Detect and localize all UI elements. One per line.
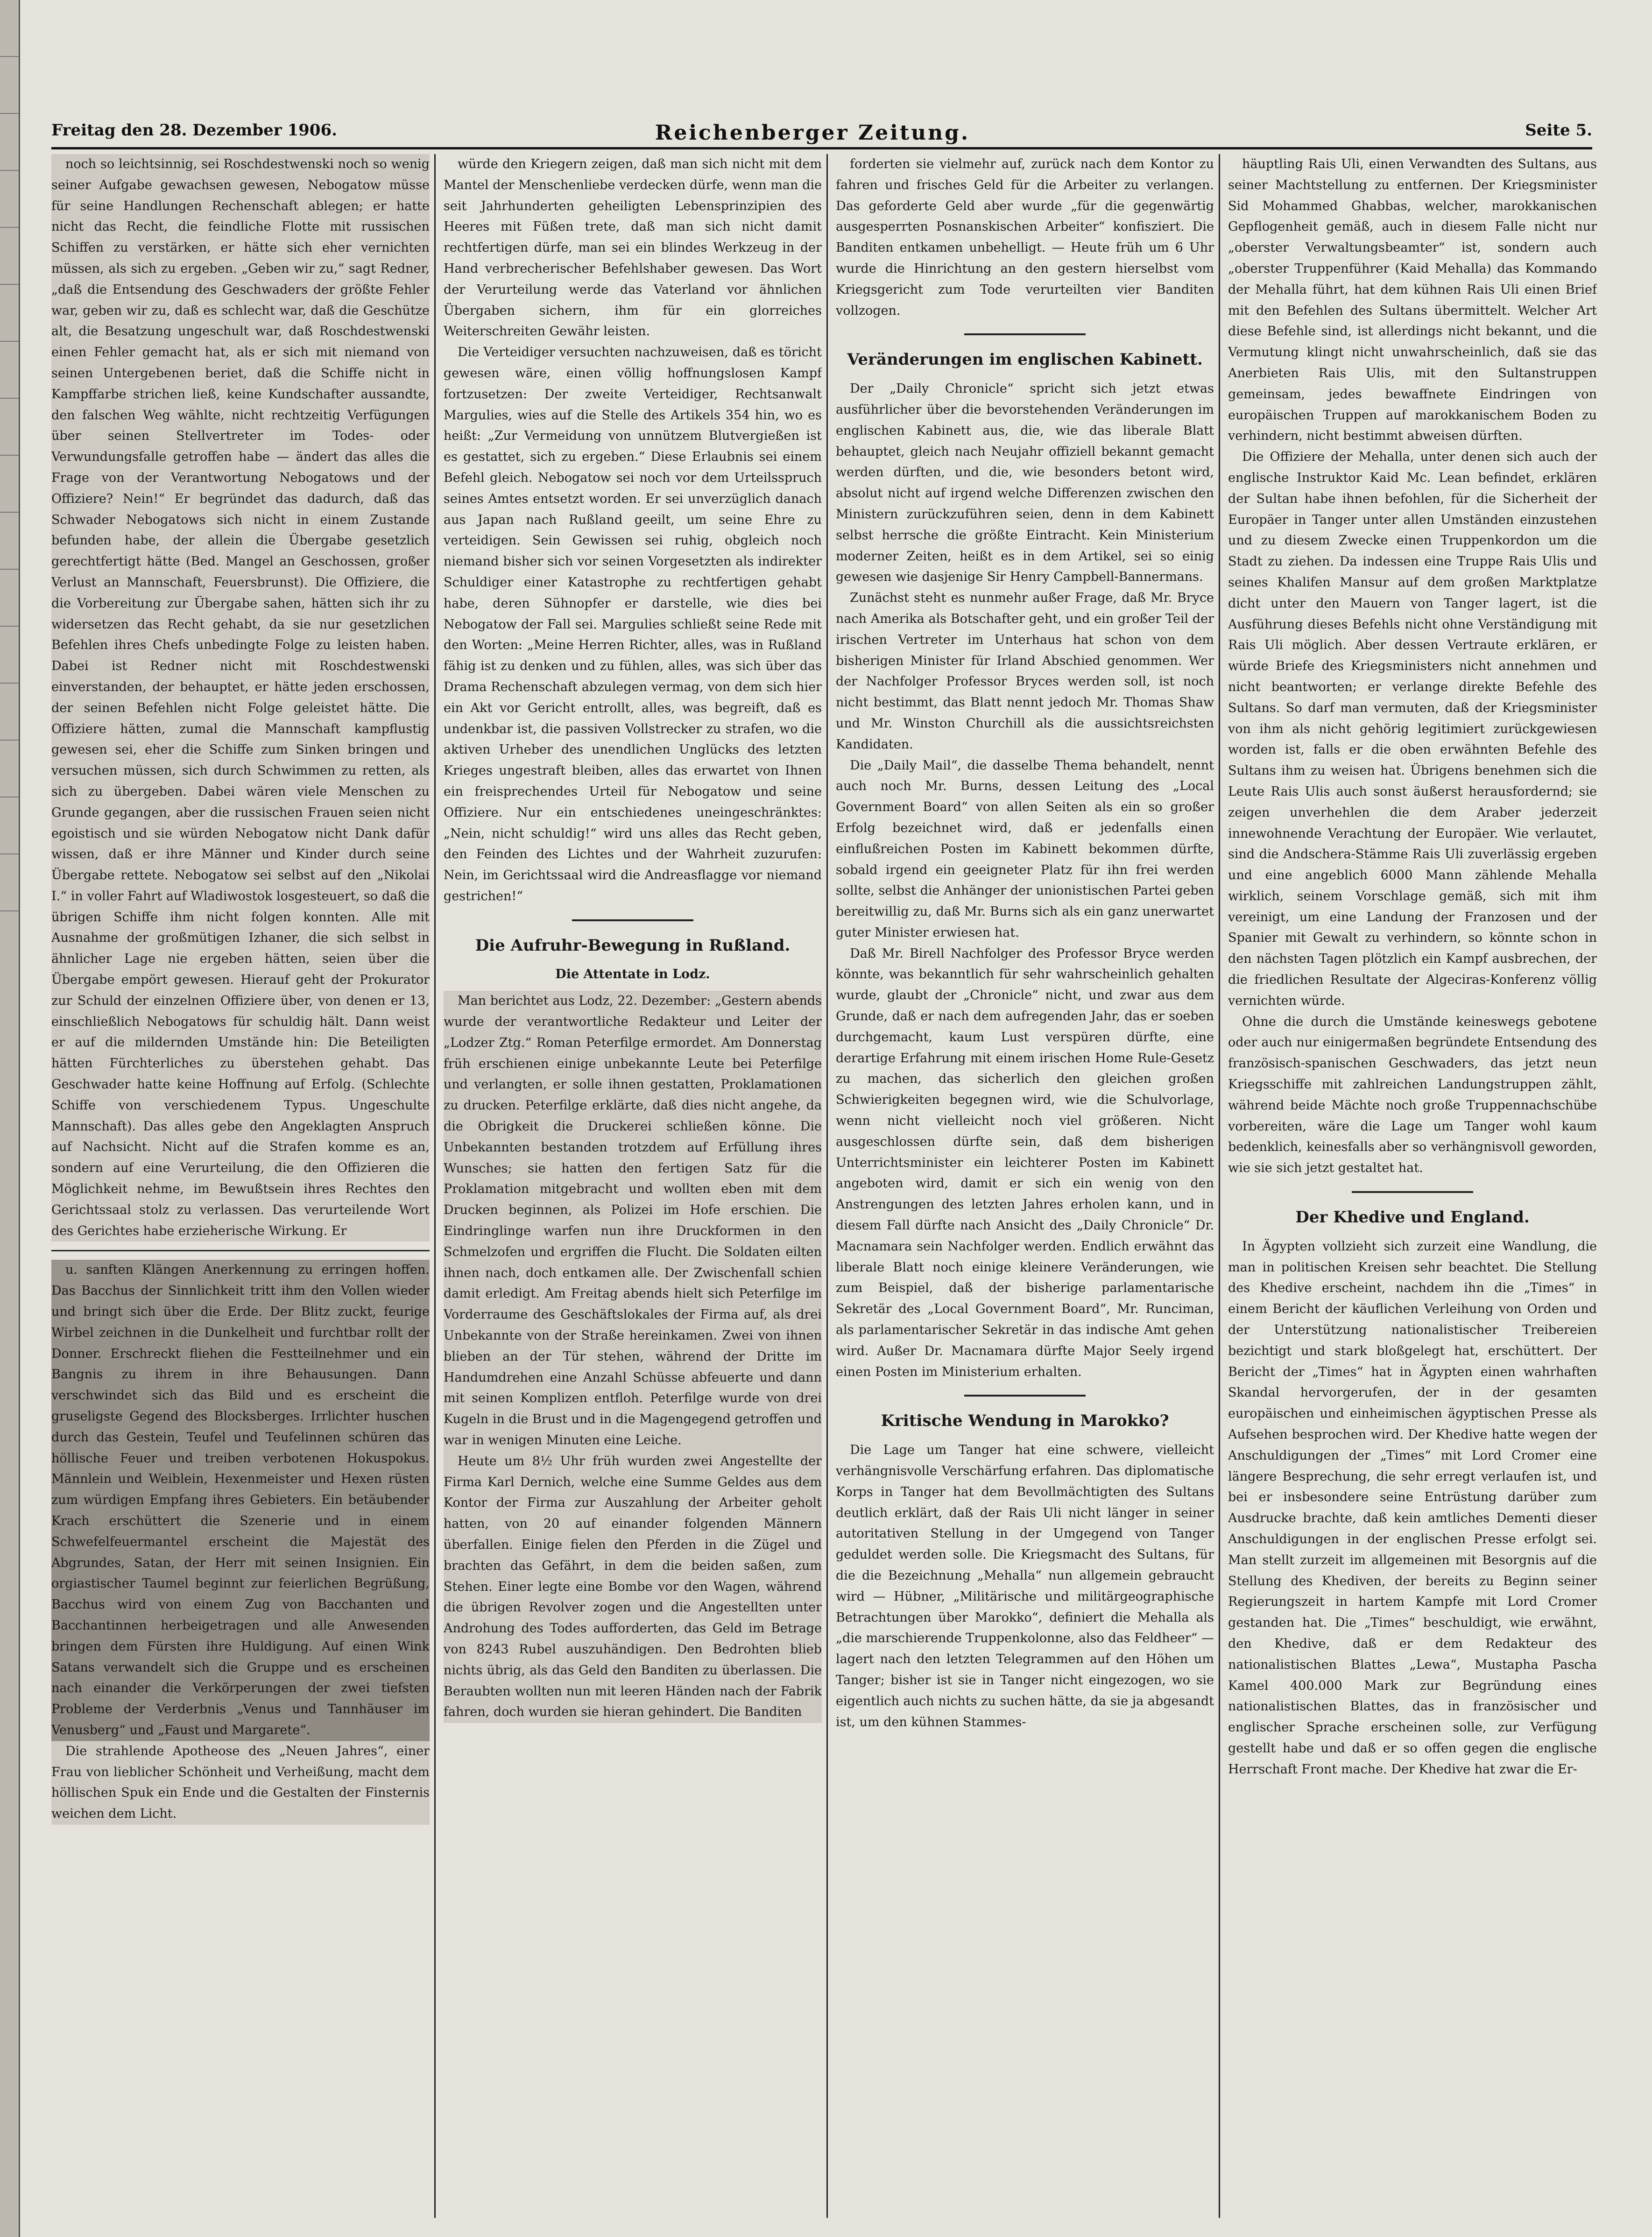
article-paragraph: Die strahlende Apotheose des „Neuen Jahres“, einer Frau von lieblicher Schönheit und Verheißung, macht dem höllischen Spuk ein Ende und die Gestalten der Finsternis weichen dem Licht.	[51, 1741, 430, 1825]
section-divider	[51, 1250, 430, 1251]
newspaper-title: Reichenberger Zeitung.	[655, 121, 970, 145]
column-rule	[434, 154, 436, 2218]
article-paragraph: Ohne die durch die Umstände keineswegs gebotene oder auch nur einigermaßen begründete Entsendung des französisch-spanischen Geschwaders, das jetzt neun Kriegsschiffe mit zahlreichen Landungstruppen zählt, während beide Mächte noch große Truppennachschübe vorbereiten, wäre die Lage um Tanger wohl kaum bedenklich, keinesfalls aber so verhängnisvoll geworden, wie sie sich jetzt gestaltet hat.	[1228, 1014, 1597, 1176]
article-paragraph: Der „Daily Chronicle“ spricht sich jetzt etwas ausführlicher über die bevorstehenden Veränderungen im englischen Kabinett aus, die, wie das liberale Blatt behauptet, gleich nach Neujahr offiziell bekannt gemacht werden dürften, und die, wie besonders betont wird, absolut nicht auf irgend welche Differenzen zwischen den Ministern zurückzuführen seien, denn in dem Kabinett selbst herrsche die größte Eintracht. Kein Ministerium moderner Zeiten, heißt es in dem Artikel, sei so einig gewesen wie dasjenige Sir Henry Campbell-Bannermans.	[836, 381, 1214, 585]
article-heading: Veränderungen im englischen Kabinett.	[847, 350, 1203, 369]
section-divider	[964, 1395, 1086, 1397]
column-rule	[1219, 154, 1220, 2218]
column-3	[836, 154, 1214, 2218]
article-subheading: Die Attentate in Lodz.	[555, 967, 710, 982]
section-divider	[1352, 1191, 1473, 1193]
article-paragraph: Zunächst steht es nunmehr außer Frage, daß Mr. Bryce nach Amerika als Botschafter geht, und ein großer Teil der irischen Vertreter im Unterhaus hat schon von dem bisherigen Minister für Irland Abschied genommen. Wer der Nachfolger Professor Bryces werden soll, ist noch nicht bestimmt, das Blatt nennt jedoch Mr. Thomas Shaw und Mr. Winston Churchill als die aussichtsreichsten Kandidaten.	[836, 591, 1214, 752]
article-heading: Die Aufruhr-Bewegung in Rußland.	[475, 936, 791, 955]
article-paragraph: Die Lage um Tanger hat eine schwere, vielleicht verhängnisvolle Verschärfung erfahren. Das diplomatische Korps in Tanger hat dem Bevollmächtigten des Sultans deutlich erklärt, daß der Rais Uli nicht länger in seiner autoritativen Stellung in der Umgegend von Tanger geduldet werden solle. Die Kriegsmacht des Sultans, für die die Bezeichnung „Mehalla“ nun allgemein gebraucht wird — Hübner, „Militärische und militärgeographische Betrachtungen über Marokko“, definiert die Mehalla als „die marschierende Truppenkolonne, also das Feldheer“ — lagert nach den letzten Telegrammen auf den Höhen um Tanger; bisher ist sie in Tanger nicht eingezogen, wo sie eigentlich auch nichts zu suchen hätte, da sie ja abgesandt ist, um den kühnen Stammes-	[836, 1443, 1214, 1729]
adjacent-page-edge	[0, 0, 20, 2237]
column-4	[1228, 154, 1597, 2218]
article-paragraph: würde den Kriegern zeigen, daß man sich nicht mit dem Mantel der Menschenliebe verdecken dürfe, wenn man die seit Jahrhunderten geheiligten Lebensprinzipien des Heeres mit Füßen trete, daß man sich nicht damit rechtfertigen dürfe, man sei ein blindes Werkzeug in der Hand verbrecherischer Befehlshaber gewesen. Das Wort der Verurteilung werde das Vaterland vor ähnlichen Übergaben sichern, ihm für ein glorreiches Weiterschreiten Gewähr leisten.	[444, 157, 822, 339]
article-paragraph: Heute um 8½ Uhr früh wurden zwei Angestellte der Firma Karl Dernich, welche eine Summe Geldes aus dem Kontor der Firma zur Auszahlung der Arbeiter geholt hatten, von 20 auf einander folgenden Männern überfallen. Einige fielen den Pferden in die Zügel und brachten das Gefährt, in dem die beiden saßen, zum Stehen. Einer legte eine Bombe vor den Wagen, während die übrigen Revolver zogen und die Angestellten unter Androhung des Todes aufforderten, das Geld im Betrage von 8243 Rubel auszuhändigen. Den Bedrohten blieb nichts übrig, als das Geld den Banditen zu überlassen. Die Beraubten wollten nun mit leeren Händen nach der Fabrik fahren, doch wurden sie hieran gehindert. Die Banditen	[444, 1451, 822, 1723]
section-divider	[572, 919, 693, 921]
column-2	[444, 154, 822, 2218]
article-paragraph: In Ägypten vollzieht sich zurzeit eine Wandlung, die man in politischen Kreisen sehr beachtet. Die Stellung des Khedive erscheint, nachdem ihn die „Times“ in einem Bericht der käuflichen Verleihung von Orden und der Unterstützung nationalistischer Treibereien bezichtigt und stark bloßgelegt hat, erschüttert. Der Bericht der „Times“ hat in Ägypten einen wahrhaften Skandal hervorgerufen, der in der gesamten europäischen und einheimischen ägyptischen Presse als Aufsehen besprochen wird. Der Khedive hatte wegen der Anschuldigungen der „Times“ mit Lord Cromer eine längere Besprechung, die sehr erregt verlaufen ist, und bei er insbesondere seine Entrüstung darüber zum Ausdrucke brachte, daß kein amtliches Dementi dieser Anschuldigungen in der englischen Presse erfolgt sei. Man stellt zurzeit im allgemeinen mit Besorgnis auf die Stellung des Khediven, der bereits zu Beginn seiner Regierungszeit in hartem Kampfe mit Lord Cromer gestanden hat. Die „Times“ beschuldigt, wie erwähnt, den Khedive, daß er dem Redakteur des nationalistischen Blattes „Lewa“, Mustapha Pascha Kamel 400.000 Mark zur Begründung eines nationalistischen Blattes, das in französischer und englischer Sprache erscheinen solle, zur Verfügung gestellt habe und daß er so offen gegen die englische Herrschaft Front mache. Der Khedive hat zwar die Er-	[1228, 1239, 1597, 1777]
article-paragraph: Man berichtet aus Lodz, 22. Dezember: „Gestern abends wurde der verantwortliche Redakteur und Leiter der „Lodzer Ztg.“ Roman Peterfilge ermordet. Am Donnerstag früh erschienen einige unbekannte Leute bei Peterfilge und verlangten, er solle ihnen gestatten, Proklamationen zu drucken. Peterfilge erklärte, daß dies nicht angehe, da die Obrigkeit die Druckerei schließen könne. Die Unbekannten bestanden trotzdem auf Erfüllung ihres Wunsches; sie hatten den fertigen Satz für die Proklamation mitgebracht und wollten eben mit dem Drucken beginnen, als Polizei im Hofe erschien. Die Eindringlinge warfen nun ihre Druckformen in den Schmelzofen und ergriffen die Flucht. Die Soldaten eilten ihnen nach, doch entkamen alle. Der Zwischenfall schien damit erledigt. Am Freitag abends hielt sich Peterfilge im Vorderraume des Geschäftslokales der Firma auf, als drei Unbekannte von der Straße hereinkamen. Zwei von ihnen blieben an der Tür stehen, während der Dritte im Handumdrehen eine Anzahl Schüsse abfeuerte und dann mit seinen Komplizen entfloh. Peterfilge wurde von drei Kugeln in die Brust und in die Magengegend getroffen und war in wenigen Minuten eine Leiche.	[444, 991, 822, 1451]
article-paragraph: u. sanften Klängen Anerkennung zu erringen hoffen. Das Bacchus der Sinnlichkeit tritt ihm den Vollen wieder und bringt sich über die Erde. Der Blitz zuckt, feurige Wirbel zeichnen in die Dunkelheit und furchtbar rollt der Donner. Erschreckt fliehen die Festteilnehmer und ein Bangnis zu ihrem in ihre Behausungen. Dann verschwindet sich das Bild und es erscheint die gruseligste Gegend des Blocksberges. Irrlichter huschen durch das Gestein, Teufel und Teufelinnen schüren das höllische Feuer und treiben verbotenen Hokuspokus. Männlein und Weiblein, Hexenmeister und Hexen rüsten zum würdigen Empfang ihres Gebieters. Ein betäubender Krach erschüttert die Szenerie und in einem Schwefelfeuermantel erscheint die Majestät des Abgrundes, Satan, der Herr mit seinen Insignien. Ein orgiastischer Taumel beginnt zur feierlichen Begrüßung, Bacchus wird von einem Zug von Bacchanten und Bacchantinnen herbeigetragen und alle Anwesenden bringen dem Fürsten ihre Huldigung. Auf einen Wink Satans verwandelt sich die Gruppe und es erscheinen nach einander die Verkörperungen der zwei tiefsten Probleme der Verderbnis „Venus und Tannhäuser im Venusberg“ und „Faust und Margarete“.	[51, 1260, 430, 1741]
article-paragraph: häuptling Rais Uli, einen Verwandten des Sultans, aus seiner Machtstellung zu entfernen. Der Kriegsminister Sid Mohammed Ghabbas, welcher, marokkanischen Gepflogenheit gemäß, auch in diesem Falle nicht nur „oberster Verwaltungsbeamter“ ist, sondern auch „oberster Truppenführer (Kaid Mehalla) das Kommando der Mehalla führt, hat dem kühnen Rais Uli einen Brief mit den Befehlen des Sultans übermittelt. Welcher Art diese Befehle sind, ist allerdings nicht bekannt, und die Vermutung klingt nicht unwahrscheinlich, daß sie das Anerbieten Rais Ulis, mit den Sultanstruppen gemeinsam, jedes bewaffnete Eindringen von europäischen Truppen auf marokkanischem Boden zu verhindern, nicht bestimmt abweisen dürften.	[1228, 157, 1597, 444]
article-paragraph: noch so leichtsinnig, sei Roschdestwenski noch so wenig seiner Aufgabe gewachsen gewesen, Nebogatow müsse für seine Handlungen Rechenschaft ablegen; er hatte nicht das Recht, die feindliche Flotte mit russischen Schiffen zu verstärken, er hätte sich eher vernichten müssen, als sich zu ergeben. „Geben wir zu,“ sagt Redner, „daß die Entsendung des Geschwaders der größte Fehler war, geben wir zu, daß es schlecht war, daß die Geschütze alt, die Besatzung ungeschult war, daß Roschdestwenski einen Fehler gemacht hat, als er sich mit niemand von seinen Untergebenen beriet, daß die Schiffe nicht in Kampffarbe strichen ließ, keine Kundschafter aussandte, den falschen Weg wählte, nicht rechtzeitig Verfügungen über seinen Stellvertreter im Todes- oder Verwundungsfalle getroffen habe — ändert das alles die Frage von der Verantwortung Nebogatows und der Offiziere? Nein!“ Er begründet das dadurch, daß das Schwader Nebogatows sich nicht in einem Zustande befunden habe, der allein die Übergabe gesetzlich gerechtfertigt hätte (Bed. Mangel an Geschossen, großer Verlust an Mannschaft, Feuersbrunst). Die Offiziere, die die Vorbereitung zur Übergabe sahen, hätten sich ihr zu widersetzen das Recht gehabt, da sie nur gesetzlichen Befehlen ihres Chefs unbedingte Folge zu leisten haben. Dabei ist Redner nicht mit Roschdestwenski einverstanden, der behauptet, er hätte jeden erschossen, der seinen Befehlen nicht Folge geleistet hätte. Die Offiziere hätten, zumal die Mannschaft kampflustig gewesen sei, eher die Schiffe zum Sinken bringen und versuchen müssen, sich durch Schwimmen zu retten, als sich zu übergeben. Dabei wären viele Menschen zu Grunde gegangen, aber die russischen Frauen seien nicht egoistisch und sie würden Nebogatow nicht Dank dafür wissen, daß er ihre Männer und Kinder durch seine Übergabe rettete. Nebogatow sei selbst auf den „Nikolai I.“ in voller Fahrt auf Wladiwostok losgesteuert, so daß die übrigen Schiffe ihm nicht folgen konnten. Alle mit Ausnahme der großmütigen Izhaner, die sich selbst in ähnlicher Lage nie ergeben hätten, seien über die Übergabe empört gewesen. Hierauf geht der Prokurator zur Schuld der einzelnen Offiziere über, von denen er 13, einschließlich Nebogatows für schuldig hält. Dann weist er auf die mildernden Umstände hin: Die Beteiligten hätten Fürchterliches zu überstehen gehabt. Das Geschwader hatte keine Hoffnung auf Erfolg. (Schlechte Schiffe von verschiedenem Typus. Ungeschulte Mannschaft). Das alles gebe den Angeklagten Anspruch auf Nachsicht. Nicht auf die Strafen komme es an, sondern auf eine Verurteilung, die den Offizieren die Möglichkeit nehme, im Bewußtsein ihres Rechtes den Gerichtssaal stolz zu verlassen. Das verurteilende Wort des Gerichtes habe erzieherische Wirkung. Er	[51, 154, 430, 1242]
article-paragraph: Die Offiziere der Mehalla, unter denen sich auch der englische Instruktor Kaid Mc. Lean befindet, erklären der Sultan habe ihnen befohlen, für die Sicherheit der Europäer in Tanger unter allen Umständen einzustehen und zu diesem Zwecke einen Truppenkordon um die Stadt zu ziehen. Da indessen eine Truppe Rais Ulis und seines Khalifen Mansur auf dem großen Marktplatze dicht unter den Mauern von Tanger lagert, ist die Ausführung dieses Befehls nicht ohne Verständigung mit Rais Uli möglich. Aber dessen Vertraute erklären, er würde Briefe des Kriegsministers nicht annehmen und nicht beantworten; er verlange direkte Befehle des Sultans. So darf man vermuten, daß der Kriegsminister von ihm als nicht gehörig legitimiert zurückgewiesen worden ist, falls er die oben erwähnten Befehle des Sultans ihm zu weisen hat. Übrigens benehmen sich die Leute Rais Ulis auch sonst äußerst herausfordernd; sie zeigen unverhehlen die dem Araber jederzeit innewohnende Verachtung der Europäer. Wie verlautet, sind die Andschera-Stämme Rais Uli zuverlässig ergeben und eine angeblich 6000 Mann zählende Mehalla wirklich, seinem Vorschlage gemäß, sich mit ihm vereinigt, um eine Landung der Franzosen und der Spanier mit Gewalt zu verhindern, so könnte schon in den nächsten Tagen plötzlich ein Kampf ausbrechen, der die friedlichen Resultate der Algeciras-Konferenz völlig vernichten würde.	[1228, 450, 1597, 1008]
section-divider	[964, 333, 1086, 335]
column-rule	[826, 154, 828, 2218]
article-paragraph: Daß Mr. Birell Nachfolger des Professor Bryce werden könnte, was bekanntlich für sehr wahrscheinlich gehalten wurde, glaubt der „Chronicle“ nicht, und zwar aus dem Grunde, daß er nach dem aufregenden Jahr, das er soeben durchgemacht, kaum Lust verspüren dürfte, eine derartige Erfahrung mit einem irischen Home Rule-Gesetz zu machen, das sicherlich den gleichen großen Schwierigkeiten begegnen wird, wie die Schulvorlage, wenn nicht vielleicht noch viel größeren. Nicht ausgeschlossen dürfte sein, daß dem bisherigen Unterrichtsminister ein leichterer Posten im Kabinett angeboten wird, damit er sich ein wenig von den Anstrengungen des letzten Jahres erholen kann, und in diesem Fall dürfte nach Ansicht des „Daily Chronicle“ Dr. Macnamara sein Nachfolger werden. Endlich erwähnt das liberale Blatt noch einige kleinere Veränderungen, wie zum Beispiel, daß der bisherige parlamentarische Sekretär des „Local Government Board“, Mr. Runciman, als parlamentarischer Sekretär in das indische Amt gehen wird. Außer Dr. Macnamara dürfte Major Seely irgend einen Posten im Ministerium erhalten.	[836, 946, 1214, 1379]
article-paragraph: Die „Daily Mail“, die dasselbe Thema behandelt, nennt auch noch Mr. Burns, dessen Leitung des „Local Government Board“ von allen Seiten als ein so großer Erfolg bezeichnet wird, daß er jedenfalls einen einflußreichen Posten im Kabinett bekommen dürfte, sobald irgend ein geeigneter Platz für ihn frei werden sollte, selbst die Anhänger der unionistischen Partei geben bereitwillig zu, daß Mr. Burns sich als ein ganz unerwartet guter Minister erwiesen hat.	[836, 758, 1214, 940]
column-1	[51, 154, 430, 2218]
article-heading: Der Khedive und England.	[1295, 1208, 1530, 1227]
article-paragraph: forderten sie vielmehr auf, zurück nach dem Kontor zu fahren und frisches Geld für die Arbeiter zu verlangen. Das geforderte Geld aber wurde „für die gegenwärtig ausgesperrten Posnanskischen Arbeiter“ konfisziert. Die Banditen entkamen unbehelligt. — Heute früh um 6 Uhr wurde die Hinrichtung an den gestern hierselbst vom Kriegsgericht zum Tode verurteilten vier Banditen vollzogen.	[836, 157, 1214, 318]
issue-date: Freitag den 28. Dezember 1906.	[51, 121, 337, 140]
article-heading: Kritische Wendung in Marokko?	[881, 1411, 1169, 1431]
page-number: Seite 5.	[1525, 121, 1592, 140]
article-paragraph: Die Verteidiger versuchten nachzuweisen, daß es töricht gewesen wäre, einen völlig hoffnungslosen Kampf fortzusetzen: Der zweite Verteidiger, Rechtsanwalt Margulies, wies auf die Stelle des Artikels 354 hin, wo es heißt: „Zur Vermeidung von unnützem Blutvergießen ist es gestattet, sich zu ergeben.“ Diese Erlaubnis sei einem Befehl gleich. Nebogatow sei noch vor dem Urteilsspruch seines Amtes entsetzt worden. Er sei unverzüglich danach aus Japan nach Rußland geeilt, um seine Ehre zu verteidigen. Sein Gewissen sei ruhig, obgleich noch niemand bisher sich vor seinen Vorgesetzten als indirekter Schuldiger einer Katastrophe zu rechtfertigen gehabt habe, deren Sühnopfer er darstelle, wie dies bei Nebogatow der Fall sei. Margulies schließt seine Rede mit den Worten: „Meine Herren Richter, alles, was in Rußland fähig ist zu denken und zu fühlen, alles, was sich über das Drama Rechenschaft abzulegen vermag, von dem sich hier ein Akt vor Gericht entrollt, alles, was begreift, daß es undenkbar ist, die passiven Vollstrecker zu strafen, wo die aktiven Urheber des unendlichen Unglücks des letzten Krieges ungestraft bleiben, alles das erwartet von Ihnen ein freisprechendes Urteil für Nebogatow und seine Offiziere. Nur ein entschiedenes uneingeschränktes: „Nein, nicht schuldig!“ wird uns alles das Recht geben, den Feinden des Lichtes und der Wahrheit zuzurufen: Nein, im Gerichtssaal wird die Andreasflagge vor niemand gestrichen!“	[444, 345, 822, 903]
page-header	[51, 119, 1592, 149]
